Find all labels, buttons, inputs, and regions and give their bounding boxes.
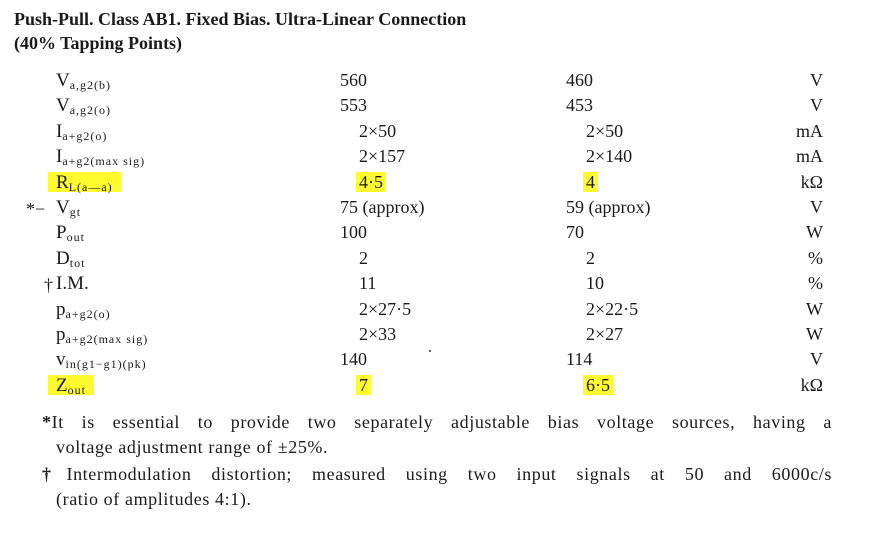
value-text: 560: [340, 70, 367, 90]
parameter-subscript: a,g2(b): [69, 78, 112, 92]
value-text: 2×33: [359, 324, 397, 344]
parameter-subscript: a+g2(o): [65, 306, 111, 321]
value-col2: [566, 347, 592, 372]
unit-label: W: [806, 298, 823, 319]
table-row: [0, 373, 873, 398]
parameter-subscript: a+g2(max sig): [65, 332, 149, 346]
table-row: [0, 144, 873, 169]
scan-speck: [429, 350, 431, 352]
value-col1: [340, 68, 367, 93]
parameter-label: [56, 297, 111, 324]
unit-label: mA: [796, 146, 823, 167]
unit-label: V: [810, 70, 823, 90]
parameter-symbol: p: [56, 324, 66, 345]
value-text: 140: [340, 349, 367, 370]
parameter-symbol: I.M.: [56, 273, 89, 295]
parameter-symbol: I: [56, 120, 63, 142]
unit-label: W: [806, 222, 823, 243]
value-text: 2×50: [586, 120, 624, 141]
value-col1: [359, 297, 411, 322]
value-col2: [566, 220, 584, 245]
parameter-subscript: tot: [69, 255, 86, 270]
table-row: [0, 347, 873, 372]
value-col2: [586, 373, 613, 398]
parameter-subscript: gt: [69, 205, 82, 219]
footnote-intermodulation: [42, 462, 832, 512]
value-col2: [586, 119, 623, 144]
parameter-symbol: R: [56, 171, 69, 193]
parameter-label: [56, 246, 85, 273]
parameter-symbol: D: [56, 247, 70, 269]
parameter-symbol: p: [56, 298, 66, 320]
parameter-subscript: out: [66, 230, 85, 245]
table-row: [0, 297, 873, 322]
parameter-subscript: in(g1−g1)(pk): [65, 357, 147, 372]
parameter-symbol: P: [56, 222, 67, 244]
parameter-symbol: I: [56, 146, 63, 168]
value-col2: [586, 246, 595, 271]
unit-label: kΩ: [800, 374, 823, 395]
unit-label: %: [808, 273, 823, 294]
parameter-symbol: V: [56, 197, 70, 218]
value-col2: [566, 195, 650, 220]
value-text: 2×140: [586, 146, 633, 167]
parameter-subscript: out: [67, 382, 86, 397]
parameter-symbol: V: [56, 70, 70, 91]
value-col2: [566, 68, 593, 93]
footnote-text-line1: Intermodulation distortion; measured using two input signals at 50 and 6000c/s: [66, 464, 832, 484]
table-row: [0, 68, 873, 93]
value-text: 6·5: [583, 375, 613, 395]
value-text: 2×22·5: [586, 298, 639, 319]
parameter-label: [56, 271, 89, 296]
value-col1: [359, 170, 386, 195]
value-text: 75 (approx): [340, 197, 425, 217]
value-col1: [359, 322, 396, 347]
value-text: 2: [359, 247, 368, 268]
value-col2: [586, 322, 623, 347]
value-text: 10: [586, 273, 604, 294]
value-text: 2×27: [586, 324, 624, 344]
table-row: [0, 220, 873, 245]
parameter-label: [56, 170, 121, 197]
parameter-label: [56, 220, 85, 247]
parameter-subscript: a+g2(max sig): [62, 154, 146, 169]
parameter-label: [56, 119, 107, 146]
table-row: [0, 322, 873, 347]
parameter-subscript: L(a—a): [68, 179, 113, 194]
value-text: 114: [566, 349, 593, 370]
footnote-text-line1: It is essential to provide two separately adjustable bias voltage sources, having a: [51, 412, 832, 432]
table-row: [0, 170, 873, 195]
unit-label: kΩ: [800, 171, 823, 192]
value-text: 553: [340, 95, 367, 116]
unit-label: V: [810, 95, 823, 116]
value-text: 7: [356, 375, 371, 395]
value-col1: [340, 347, 367, 372]
footnote-text-line2: (ratio of amplitudes 4:1).: [56, 489, 252, 509]
unit-label: V: [810, 197, 823, 217]
page-title: Push-Pull. Class AB1. Fixed Bias. Ultra-Linear Connection: [14, 9, 467, 29]
value-col2: [586, 271, 604, 296]
value-col2: [566, 93, 593, 118]
value-col1: [359, 144, 405, 169]
value-text: 453: [566, 95, 593, 116]
value-text: 2×27·5: [359, 298, 412, 319]
table-row: [0, 93, 873, 118]
parameter-symbol: Z: [56, 374, 68, 396]
footnote-symbol: †: [42, 464, 67, 484]
row-footnote-mark: *−: [26, 199, 46, 219]
value-col1: [340, 220, 367, 245]
parameter-label: [56, 93, 111, 120]
value-text: 4·5: [356, 172, 386, 192]
page-subtitle: (40% Tapping Points): [14, 33, 183, 53]
table-row: [0, 195, 873, 220]
parameter-subscript: a+g2(o): [62, 128, 108, 143]
footnote-text-line2: voltage adjustment range of ±25%.: [56, 437, 329, 457]
parameter-label: [56, 144, 145, 171]
value-text: 100: [340, 222, 367, 243]
value-col2: [586, 297, 638, 322]
footnote-bias: [42, 410, 832, 460]
unit-label: mA: [796, 120, 823, 141]
value-text: 70: [566, 222, 584, 243]
parameter-label: [56, 68, 111, 95]
value-col1: [340, 195, 424, 220]
parameter-symbol: v: [56, 349, 66, 371]
value-text: 2×157: [359, 146, 406, 167]
table-row: [0, 246, 873, 271]
row-footnote-mark: †: [44, 275, 53, 296]
table-row: [0, 119, 873, 144]
value-text: 59 (approx): [566, 197, 651, 217]
parameter-label: [56, 347, 147, 374]
value-col2: [586, 170, 598, 195]
value-text: 460: [566, 70, 593, 90]
parameter-subscript: a,g2(o): [69, 103, 112, 118]
table-row: [0, 271, 873, 296]
parameter-label: [56, 322, 148, 349]
value-text: 2×50: [359, 120, 397, 141]
value-col1: [359, 119, 396, 144]
parameter-label: [56, 373, 94, 400]
value-col1: [359, 271, 376, 296]
value-col1: [359, 246, 368, 271]
value-col1: [340, 93, 367, 118]
unit-label: W: [806, 324, 823, 344]
value-text: 11: [359, 273, 377, 294]
parameter-label: [56, 195, 81, 222]
value-col1: [359, 373, 371, 398]
parameter-symbol: V: [56, 95, 70, 117]
value-col2: [586, 144, 632, 169]
value-text: 2: [586, 247, 595, 268]
unit-label: %: [808, 247, 823, 268]
footnote-symbol: *: [42, 412, 52, 432]
unit-label: V: [810, 349, 823, 370]
value-text: 4: [583, 172, 598, 192]
